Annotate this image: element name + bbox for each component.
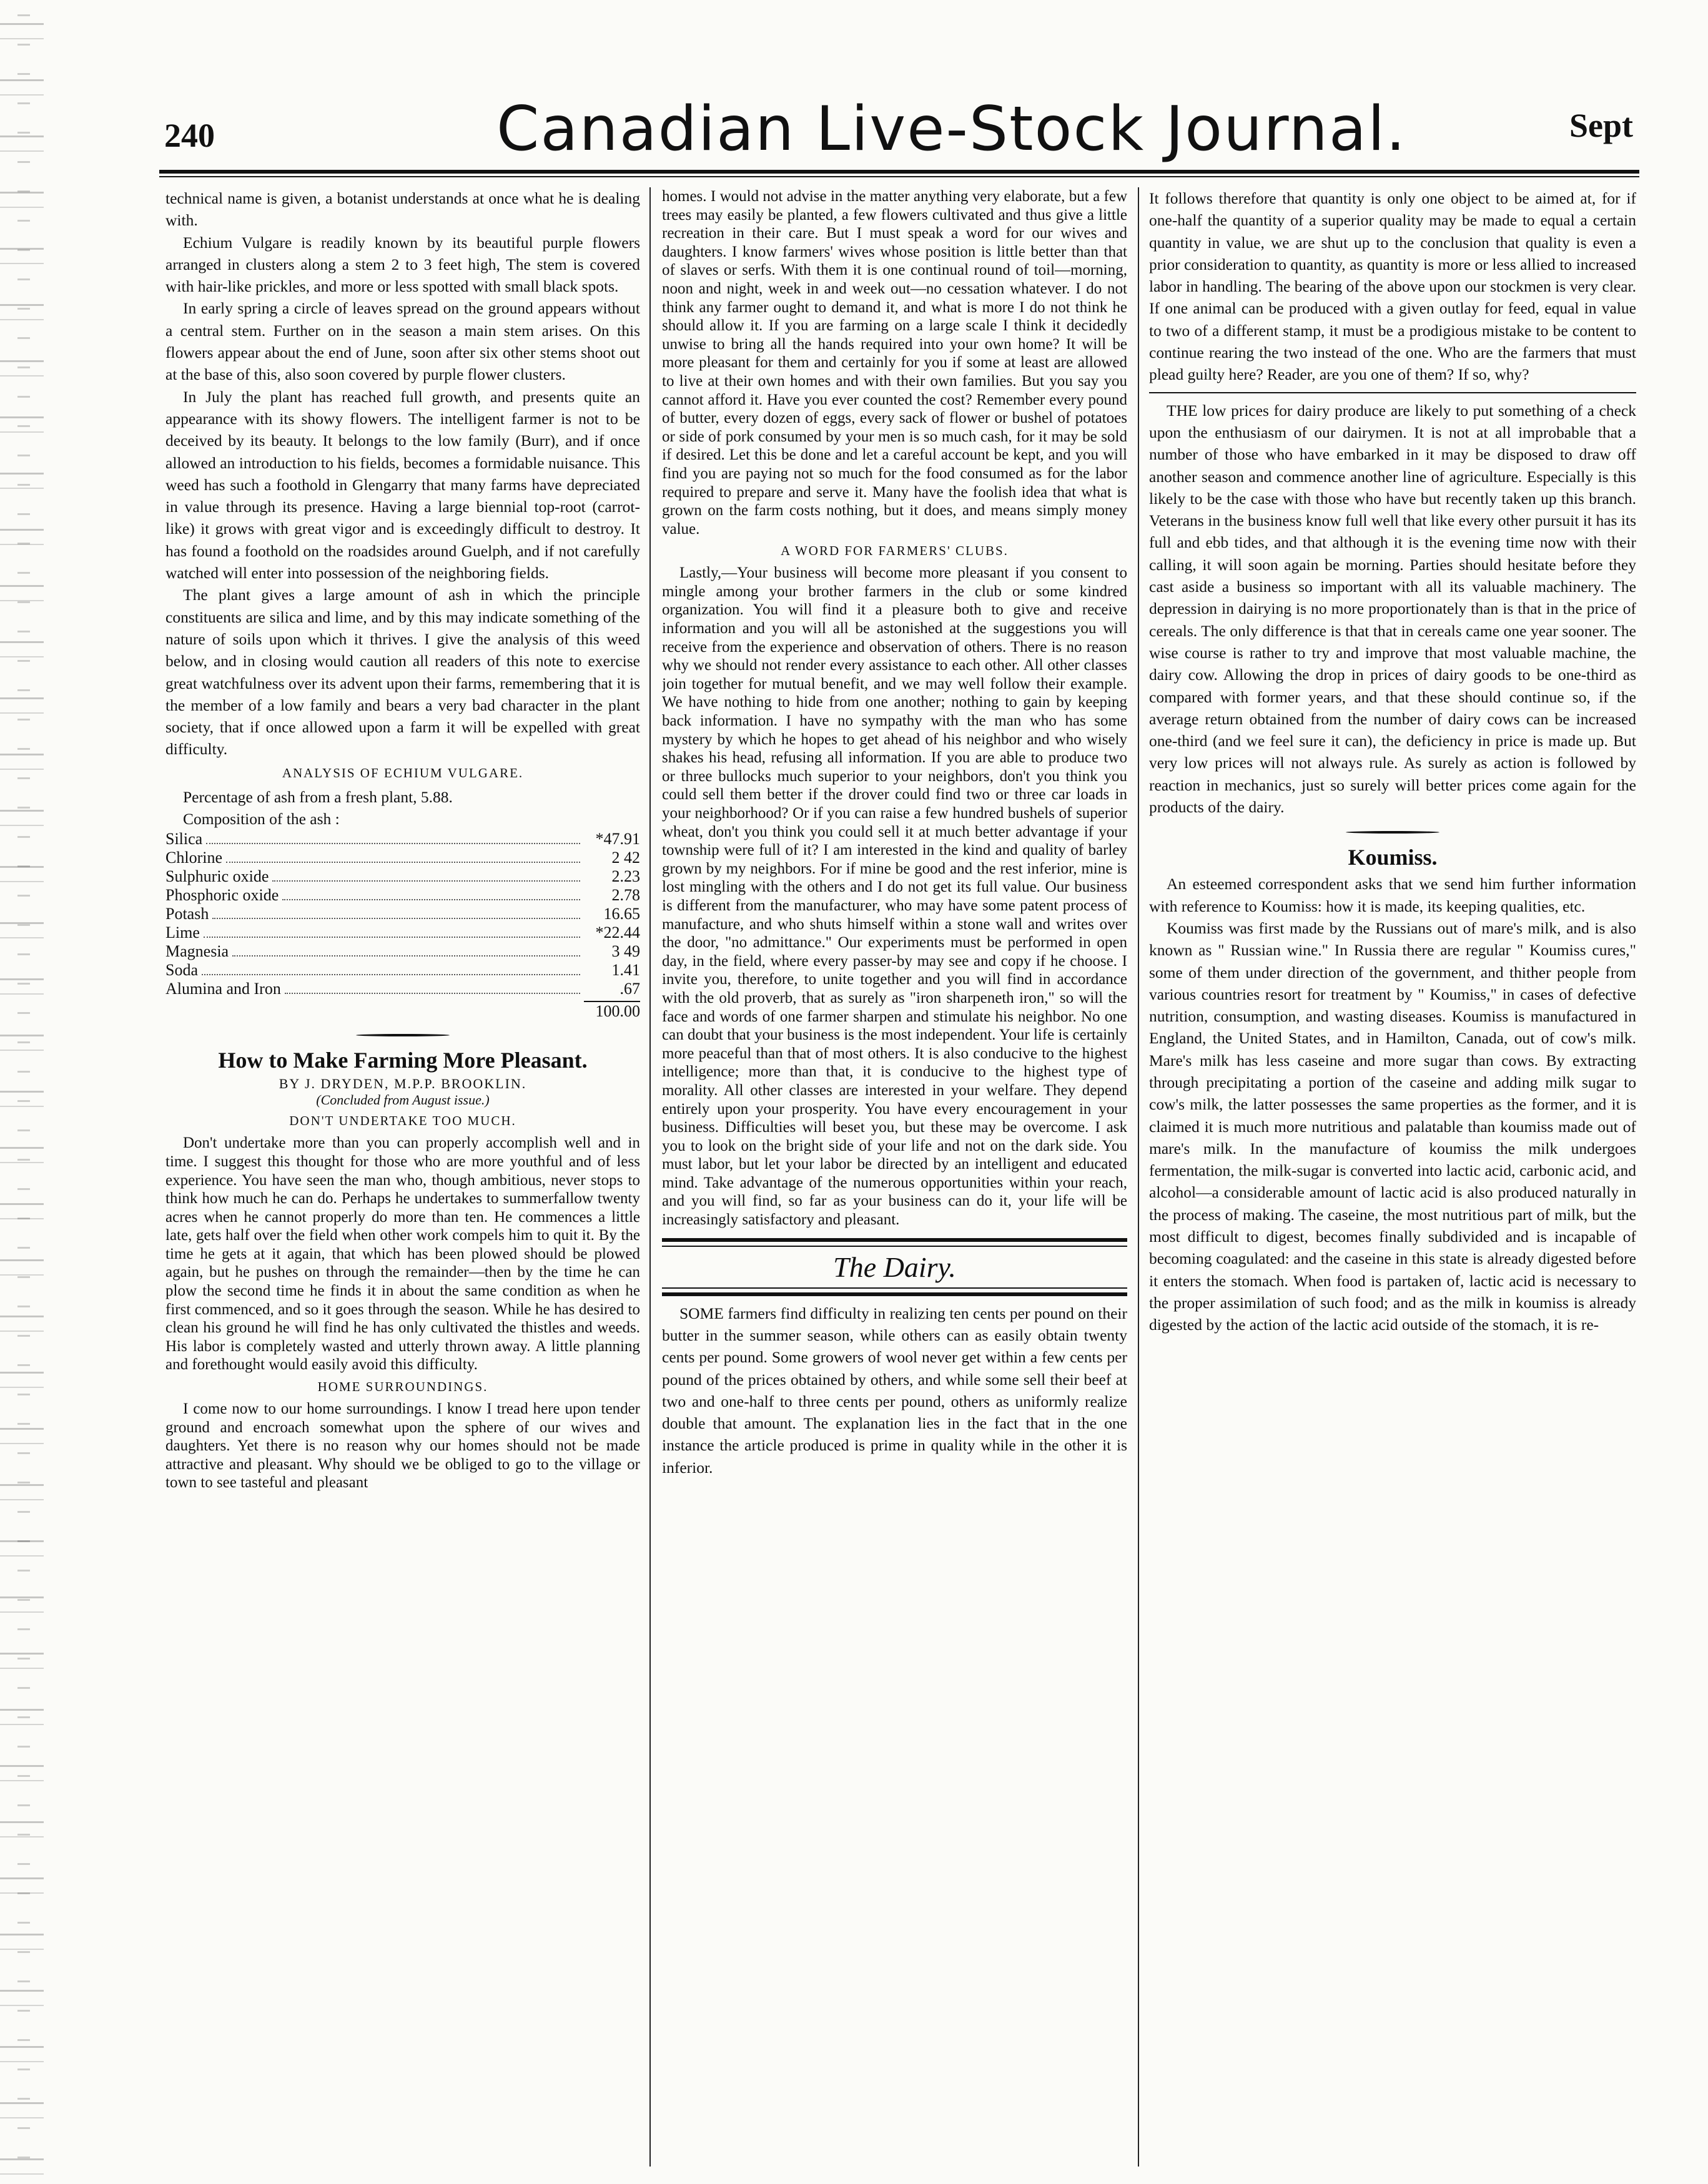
analysis-heading: ANALYSIS OF ECHIUM VULGARE. (282, 765, 524, 780)
subheading: DON'T UNDERTAKE TOO MUCH. (289, 1113, 516, 1129)
column-divider (1138, 187, 1139, 2167)
paragraph: The plant gives a large amount of ash in which the principle constituents are silica and lime, and by this may indicate something of the nature of soils upon which it thrives. I give the analysis of this weed below, and in closing would caution all readers of this note to exercise great watchfulness over its advent upon their farms, remembering that it is the member of a low family and bears a very bad character in the plant society, that if once allowed upon a farm it will be expelled with great difficulty. (165, 586, 640, 759)
ash-value: .67 (620, 980, 640, 998)
article-title: How to Make Farming More Pleasant. (218, 1048, 588, 1073)
journal-title: Canadian Live-Stock Journal. (496, 94, 1407, 165)
table-row (165, 980, 640, 998)
ash-component: Lime (165, 923, 200, 942)
paragraph: Don't undertake more than you can properly accomplish well and in time. I suggest this thought for those who are more youthful and of less experience. You have seen the man who, though ambitious, never stops to think how much he can do. Perhaps he undertakes to summerfallow twenty acres when he cannot properly do more than ten. He commences a little late, gets half over the field when other work compels him to quit it. By the time he gets at it again, that which has been plowed should be plowed again, but he pushes on through the remainder—then by the time he can plow the second time he finds it in about the same condition as when he first commenced, and so it goes through the season. While he has desired to clean his ground he will find he has only cultivated the thistles and weeds. His labor is completely wasted and utterly thrown away. A little planning and forethought would easily avoid this difficulty. (165, 1134, 640, 1374)
subheading: A WORD FOR FARMERS' CLUBS. (781, 543, 1009, 559)
column-3 (1149, 187, 1636, 2167)
article-byline: BY J. DRYDEN, M.P.P. BROOKLIN. (279, 1076, 527, 1092)
ash-total: 100.00 (595, 1002, 640, 1021)
column-2 (662, 187, 1127, 2167)
page-number: 240 (164, 117, 215, 154)
scan-margin-artifact (17, 0, 30, 2184)
table-row (165, 886, 640, 905)
ash-composition-label: Composition of the ash : (183, 810, 340, 829)
paragraph: In early spring a circle of leaves spread on the ground appears without a central stem. Further on in the season a main stem arises. On this flowers appear about the end of June, soon after six other stems shoot out at the base of this, also soon covered by purple flower clusters. (165, 299, 640, 384)
ash-value: 16.65 (603, 905, 640, 923)
continuation-note: (Concluded from August issue.) (316, 1092, 490, 1108)
paragraph: It follows therefore that quantity is only one object to be aimed at, for if one-half the quantity of a superior quality may be made to equal a certain quantity in value, we are shut up to the conclusion that quality is even a prior consideration to quantity, as quantity is more or less allied to increased labor in handling. The bearing of the above upon our stockmen is very clear. If one animal can be produced with a given outlay for feed, equal in value to two of a different stamp, it must be a prodigious mistake to be content to continue rearing the two instead of the one. Who are the farmers that must plead guilty here? Reader, are you one of them? If so, why? (1149, 189, 1636, 384)
table-row (165, 961, 640, 980)
ash-component: Silica (165, 830, 203, 849)
ash-component: Phosphoric oxide (165, 886, 279, 905)
section-title: Koumiss. (1348, 845, 1438, 870)
ash-component: Sulphuric oxide (165, 867, 269, 886)
ash-value: 2.78 (611, 886, 640, 905)
paragraph: Echium Vulgare is readily known by its beautiful purple flowers arranged in clusters along a stem 2 to 3 feet high, The stem is covered with hair-like prickles, and more or less spotted with small black spots. (165, 233, 640, 296)
paragraph: technical name is given, a botanist understands at once what he is dealing with. (165, 189, 640, 230)
column-1 (165, 187, 640, 2167)
ash-component: Alumina and Iron (165, 980, 281, 998)
ash-value: *47.91 (595, 830, 640, 849)
ash-component: Magnesia (165, 942, 229, 961)
header-rule (159, 170, 1639, 174)
issue-month: Sept (1569, 107, 1633, 144)
ash-value: 2.23 (611, 867, 640, 886)
paragraph: SOME farmers find difficulty in realizing ten cents per pound on their butter in the summer season, while others can as easily obtain twenty cents per pound. Some growers of wool never get within a few cents per pound of the prices obtained by others, and while some sell their beef at two and one-half to three cents per pound, others as uniformly realize double that amount. The explanation lies in the fact that in the one instance the article produced is prime in quality while in the other it is inferior. (662, 1304, 1127, 1477)
ash-component: Chlorine (165, 849, 222, 867)
divider (1149, 392, 1636, 393)
table-row (165, 905, 640, 923)
table-row (165, 942, 640, 961)
ash-component: Soda (165, 961, 198, 980)
page-header (159, 94, 1633, 181)
table-row (165, 849, 640, 867)
section-ornament (1149, 825, 1636, 837)
section-banner (662, 1238, 1127, 1296)
header-rule-thin (159, 176, 1639, 177)
section-ornament (165, 1028, 640, 1040)
ash-value: 3 49 (611, 942, 640, 961)
ash-value: *22.44 (595, 923, 640, 942)
section-title: The Dairy. (662, 1246, 1127, 1289)
paragraph: Koumiss was first made by the Russians out of mare's milk, and is also known as " Russian wine." In Russia there are regular " Koumiss cures," some of them under direction of the government, and thither people from various countries resort for treatment by " Koumiss," in cases of defective nutrition, consumption, and wasting diseases. Koumiss is manufactured in England, the United States, and in Hamilton, Canada, out of cow's milk. Mare's milk has less caseine and more sugar than cows. By extracting through precipitating a portion of the caseine and adding milk sugar to cow's milk, the latter possesses the same properties as the former, and it is claimed it is much more nutritious and palatable than koumiss made out of mare's milk. In the manufacture of koumiss the milk undergoes fermentation, the milk-sugar is converted into lactic acid, carbonic acid, and alcohol—a considerable amount of lactic acid is also produced naturally in the process of making. The caseine, the most nutritious part of milk, but the most difficult to digest, becomes finally subdivided and is incapable of becoming coagulated: and the caseine in this state is already digested before it enters the stomach. When food is partaken of, lactic acid is necessary to the proper assimilation of such food; and as the milk in koumiss is already digested by the action of the lactic acid outside of the stomach, it is re- (1149, 918, 1636, 1334)
subheading: HOME SURROUNDINGS. (317, 1379, 488, 1395)
paragraph: THE low prices for dairy produce are likely to put something of a check upon the enthusiasm of our dairymen. It is not at all improbable that a number of those who have embarked in it may be disposed to draw off another season and commence another line of agriculture. Especially is this likely to be the case with those who have but recently taken up this branch. Veterans in the business know full well that like every other pursuit it has its full and ebb tides, and that although it is the evening time now with their calling, it will soon again be morning. Parties should hesitate before they cast aside a business so important with all its valuable machinery. The depression in dairying is no more proportionately than is that in the price of cereals. The only difference is that that in cereals came one year sooner. The wise course is rather to try and improve that most valuable machine, the dairy cow. Allowing the drop in prices of dairy goods to be one-third as compared with former years, and that these should continue so, if the average return obtained from the number of dairy cows can be increased one-third (and we feel sure it can), the deficiency in price is made up. But very low prices will not always rule. As surely as action is followed by reaction in mechanics, just so surely will better prices come again for the products of the dairy. (1149, 401, 1636, 817)
column-divider (649, 187, 651, 2167)
table-row (165, 867, 640, 886)
paragraph: homes. I would not advise in the matter anything very elaborate, but a few trees may easily be planted, a few flowers cultivated and thus give a little recreation in their care. But I must speak a word for our wives and daughters. I know farmers' wives whose position is little better than that of slaves or serfs. With them it is one continual round of toil—morning, noon and night, week in and week out—no cessation whatever. I do not think any farmer ought to demand it, and what is more I do not think he should allow it. If you are farming on a large scale I think it decidedly unwise to bring all the hands required into your own home? It will be more pleasant for them and certainly for you if some at least are allowed to live at their own homes and with their own families. But you say you cannot afford it. Have you ever counted the cost? Remember every pound of butter, every dozen of eggs, every sack of flower or bushel of potatoes or side of pork consumed by your men is so much cash, for it may be sold if desired. Let this be done and let a careful account be kept, and you will find you are paying not so much for the food consumed as for the labor required to prepare and serve it. Many have the foolish idea that what is grown on the farm costs nothing, but it does, and means simply money value. (662, 188, 1127, 538)
paragraph: An esteemed correspondent asks that we send him further information with reference to Koumiss: how it is made, its keeping qualities, etc. (1149, 875, 1636, 915)
ash-value: 1.41 (611, 961, 640, 980)
table-row (165, 923, 640, 942)
paragraph: In July the plant has reached full growth, and presents quite an appearance with its showy flowers. The intelligent farmer is not to be deceived by its beauty. It belongs to the low family (Burr), and if once allowed an introduction to his fields, becomes a formidable nuisance. This weed has such a foothold in Glengarry that many farms have depreciated in value through its presence. Having a large biennial top-root (carrot-like) it grows with great vigor and is exceedingly difficult to destroy. It has found a foothold on the roadsides around Guelph, and if not carefully watched will enter into possession of the neighboring fields. (165, 387, 640, 583)
ash-component: Potash (165, 905, 209, 923)
ash-analysis-table (165, 830, 640, 1021)
ash-value: 2 42 (611, 849, 640, 867)
paragraph: I come now to our home surroundings. I know I tread here upon tender ground and encroach somewhat upon the sphere of our wives and daughters. Yet there is no reason why our homes should not be made attractive and pleasant. Why should we be obliged to go to the village or town to see tasteful and pleasant (165, 1400, 640, 1492)
paragraph: Lastly,—Your business will become more pleasant if you consent to mingle among your brother farmers in the club or some kindred organization. You will find it a pleasure both to give and receive information and you will all be astonished at the suggestions you will receive from the experience and observation of others. There is no reason why we should not render every assistance to each other. All other classes join together for mutual benefit, and we may well follow their example. We have nothing to hide from one another; nothing to gain by keeping back information. I have no sympathy with the man who has some mystery by which he hopes to get ahead of his neighbor and who wisely shakes his head, refusing all information. If you are able to produce two or three bullocks much superior to your neighbors, don't you think you could sell them better if the drover could find two or three car loads in your neighborhood? Or if you can raise a few hundred bushels of superior wheat, don't you think you could sell it at much better advantage if your township were full of it? I am interested in the kind and quality of barley grown by my neighbors. For if mine be good and the rest inferior, mine is lost mingling with the others and I do not get its full value. Our business is different from the manufacturer, who may have some patent process of manufacture, and who shuts himself within a stone wall and writes over the door, "no admittance." Our experiments must be performed in open day, in the field, where every passer-by may see and copy if he choose. I invite you, therefore, to unite together and you will find in accordance with the old proverb, that as surely as "iron sharpeneth iron," so will the face and words of one farmer sharpen and stimulate his neighbor. No one can doubt that your business is the most independent. Your life is certainly more peaceful than that of most others. It is also conducive to the highest intelligence; more than that, it is conducive to the highest type of morality. All other classes are interested in your welfare. They depend entirely upon your prosperity. You have every encouragement in your business. Difficulties will beset you, but these may be overcome. I ask you to look on the bright side of your life and not on the dark side. You must labor, but let your labor be directed by an intelligent and educated mind. Take advantage of the numerous opportunities within your reach, and you will find, so far as your business can do it, your life will be increasingly satisfactory and pleasant. (662, 564, 1127, 1229)
ash-percentage: Percentage of ash from a fresh plant, 5.88. (183, 787, 453, 806)
table-row (165, 830, 640, 849)
